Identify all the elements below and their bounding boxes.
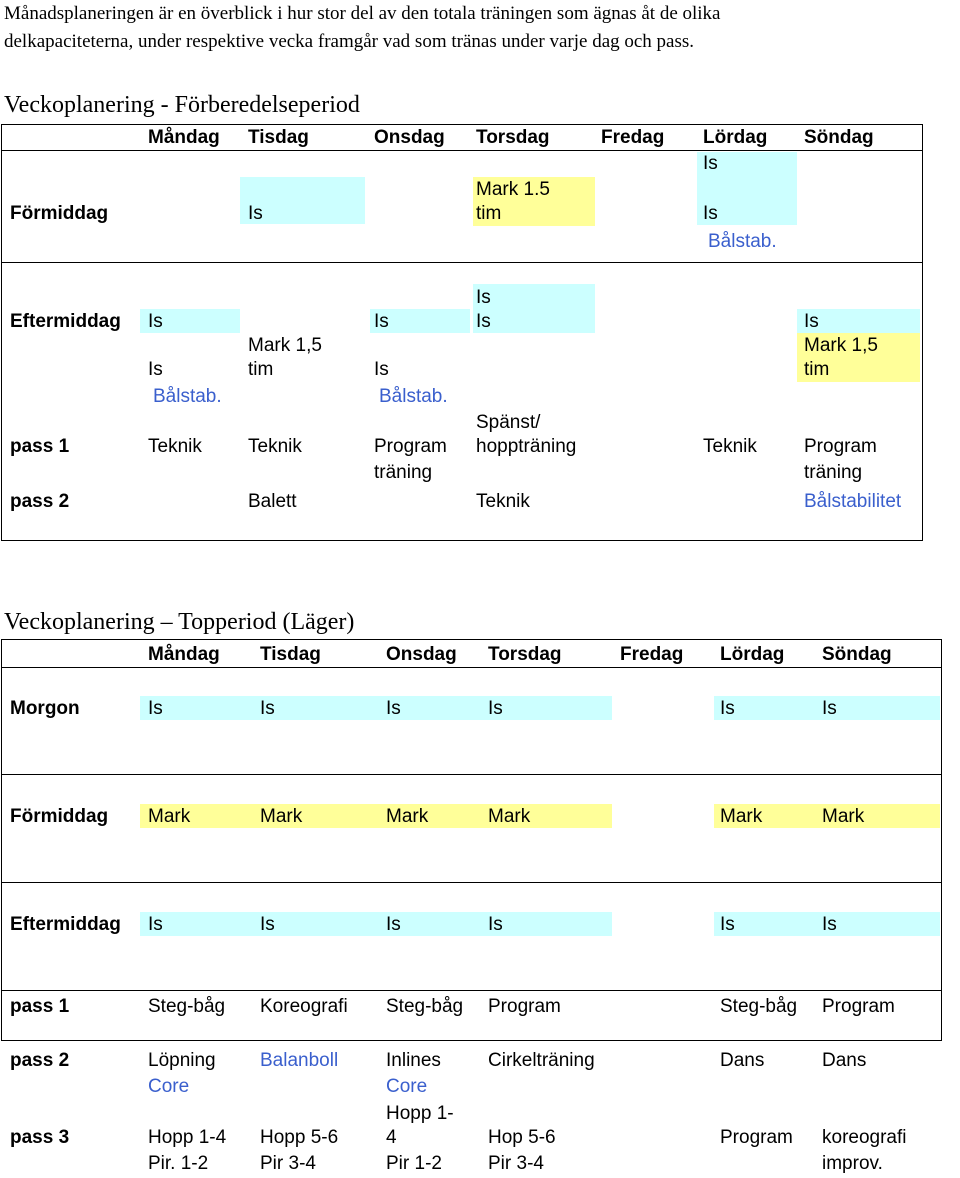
w1-day-mandag: Måndag	[148, 127, 220, 148]
week2-title: Veckoplanering – Topperiod (Läger)	[4, 609, 355, 635]
w2-p2-torsdag: Cirkelträning	[488, 1050, 595, 1071]
w1-day-sondag: Söndag	[804, 127, 874, 148]
w1-p1-mandag: Teknik	[148, 436, 202, 457]
w1-em-onsdag-3: Bålstab.	[379, 386, 448, 407]
w2-p3-tisdag-1: Hopp 5-6	[260, 1127, 339, 1148]
w1-fm-torsdag-1: Mark 1.5	[476, 179, 550, 200]
intro-line-1: Månadsplaneringen är en överblick i hur stor del av den totala träningen som ägnas åt de olika	[4, 3, 721, 24]
w2-p3-onsdag-2: 4	[386, 1127, 397, 1148]
w1-fm-lordag-1: Is	[703, 153, 718, 174]
intro-line-2: delkapaciteterna, under respektive vecka framgår vad som tränas under varje dag och pass.	[4, 31, 695, 52]
w2-p2-onsdag-2: Core	[386, 1076, 428, 1097]
w1-day-torsdag: Torsdag	[476, 127, 550, 148]
w1-em-onsdag-2: Is	[374, 359, 389, 380]
w1-em-sondag-1: Is	[804, 311, 819, 332]
w2-morgon-onsdag: Is	[386, 698, 401, 719]
w2-row-eftermiddag: Eftermiddag	[10, 914, 121, 935]
w1-em-onsdag-1: Is	[374, 311, 389, 332]
w2-em-tisdag: Is	[260, 914, 275, 935]
w1-p2-sondag: Bålstabilitet	[804, 491, 902, 512]
w2-fm-torsdag: Mark	[488, 806, 531, 827]
w1-day-fredag: Fredag	[601, 127, 665, 148]
w2-em-sondag: Is	[822, 914, 837, 935]
w2-row-morgon: Morgon	[10, 698, 80, 719]
w1-em-tisdag-1: Mark 1,5	[248, 335, 322, 356]
w2-p3-onsdag-3: Pir 1-2	[386, 1153, 442, 1174]
w2-day-tisdag: Tisdag	[260, 644, 321, 665]
w1-em-mandag-2: Is	[148, 359, 163, 380]
w1-em-sondag-2: Mark 1,5	[804, 335, 878, 356]
w2-p1-tisdag: Koreografi	[260, 996, 348, 1017]
w1-row-pass2: pass 2	[10, 491, 70, 512]
w2-p1-sondag: Program	[822, 996, 895, 1017]
w2-row-pass3: pass 3	[10, 1127, 70, 1148]
w2-p1-mandag: Steg-båg	[148, 996, 226, 1017]
w1-p1-tisdag: Teknik	[248, 436, 302, 457]
w2-p2-tisdag: Balanboll	[260, 1050, 339, 1071]
w1-day-tisdag: Tisdag	[248, 127, 309, 148]
w1-fm-torsdag-2: tim	[476, 203, 502, 224]
w2-em-mandag: Is	[148, 914, 163, 935]
w2-day-fredag: Fredag	[620, 644, 684, 665]
w1-day-lordag: Lördag	[703, 127, 768, 148]
w1-row-formiddag: Förmiddag	[10, 203, 109, 224]
w2-morgon-mandag: Is	[148, 698, 163, 719]
w1-p1-lordag: Teknik	[703, 436, 757, 457]
w1-em-mandag-3: Bålstab.	[153, 386, 222, 407]
w2-morgon-tisdag: Is	[260, 698, 275, 719]
w2-day-onsdag: Onsdag	[386, 644, 457, 665]
w2-p3-mandag-1: Hopp 1-4	[148, 1127, 227, 1148]
w2-fm-mandag: Mark	[148, 806, 191, 827]
w2-row-pass1: pass 1	[10, 996, 70, 1017]
w2-p1-onsdag: Steg-båg	[386, 996, 464, 1017]
w2-p2-mandag-2: Core	[148, 1076, 190, 1097]
w1-p2-torsdag: Teknik	[476, 491, 530, 512]
w2-p3-sondag-1: koreografi	[822, 1127, 907, 1148]
w2-day-lordag: Lördag	[720, 644, 785, 665]
w1-p1-torsdag-1: Spänst/	[476, 412, 541, 433]
w1-p1-sondag-1: Program	[804, 436, 877, 457]
w2-p3-onsdag-1: Hopp 1-	[386, 1103, 454, 1124]
w2-p2-lordag: Dans	[720, 1050, 765, 1071]
w2-fm-tisdag: Mark	[260, 806, 303, 827]
w2-morgon-lordag: Is	[720, 698, 735, 719]
w1-em-torsdag-1: Is	[476, 287, 491, 308]
w2-em-onsdag: Is	[386, 914, 401, 935]
w1-p1-sondag-2: träning	[804, 462, 863, 483]
w2-p1-lordag: Steg-båg	[720, 996, 798, 1017]
w2-p3-mandag-2: Pir. 1-2	[148, 1153, 209, 1174]
w1-p1-onsdag-2: träning	[374, 462, 433, 483]
w1-row-pass1: pass 1	[10, 436, 70, 457]
w1-em-tisdag-2: tim	[248, 359, 274, 380]
w1-em-torsdag-2: Is	[476, 311, 491, 332]
w2-p3-tisdag-2: Pir 3-4	[260, 1153, 316, 1174]
w1-day-onsdag: Onsdag	[374, 127, 445, 148]
w2-day-sondag: Söndag	[822, 644, 892, 665]
week1-title: Veckoplanering - Förberedelseperiod	[4, 92, 360, 118]
w2-morgon-torsdag: Is	[488, 698, 503, 719]
w2-row-pass2: pass 2	[10, 1050, 70, 1071]
w2-em-torsdag: Is	[488, 914, 503, 935]
w1-row-eftermiddag: Eftermiddag	[10, 311, 121, 332]
w1-em-mandag-1: Is	[148, 311, 163, 332]
w2-day-mandag: Måndag	[148, 644, 220, 665]
w2-p2-sondag: Dans	[822, 1050, 867, 1071]
w1-p1-onsdag-1: Program	[374, 436, 447, 457]
w1-em-sondag-3: tim	[804, 359, 830, 380]
w1-fm-lordag-2: Is	[703, 203, 718, 224]
w2-fm-lordag: Mark	[720, 806, 763, 827]
w1-fm-tisdag: Is	[248, 203, 263, 224]
w2-p3-lordag: Program	[720, 1127, 793, 1148]
w2-p3-sondag-2: improv.	[822, 1153, 883, 1174]
w2-day-torsdag: Torsdag	[488, 644, 562, 665]
w2-p3-torsdag-2: Pir 3-4	[488, 1153, 544, 1174]
w1-fm-lordag-3: Bålstab.	[708, 231, 777, 252]
w1-p2-tisdag: Balett	[248, 491, 297, 512]
w1-p1-torsdag-2: hoppträning	[476, 436, 577, 457]
w2-fm-sondag: Mark	[822, 806, 865, 827]
w2-fm-onsdag: Mark	[386, 806, 429, 827]
w2-p1-torsdag: Program	[488, 996, 561, 1017]
w2-p2-mandag-1: Löpning	[148, 1050, 216, 1071]
w2-em-lordag: Is	[720, 914, 735, 935]
w2-morgon-sondag: Is	[822, 698, 837, 719]
w2-p3-torsdag-1: Hop 5-6	[488, 1127, 556, 1148]
w2-p2-onsdag-1: Inlines	[386, 1050, 441, 1071]
w2-row-formiddag: Förmiddag	[10, 806, 109, 827]
